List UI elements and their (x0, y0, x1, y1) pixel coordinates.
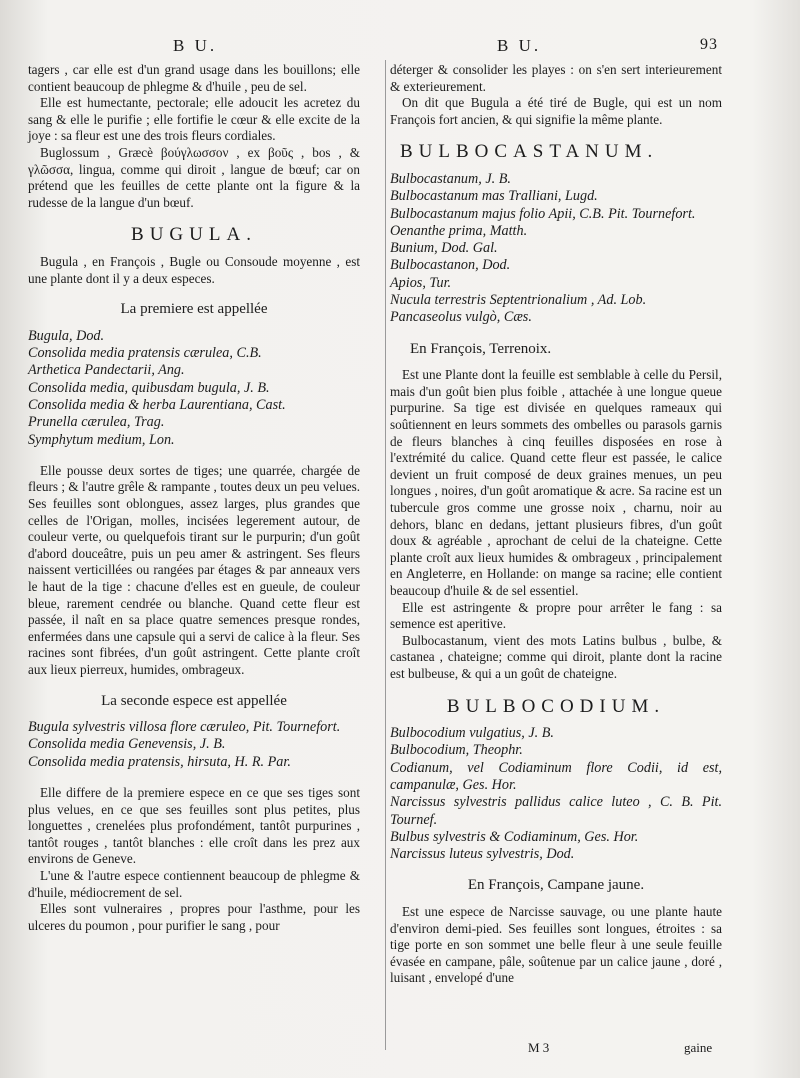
species-title: La seconde espece est appellée (101, 692, 287, 709)
running-head-right: B U. (497, 36, 542, 55)
synonym-line: Bunium, Dod. Gal. (390, 240, 498, 257)
synonym-line: Consolida media & herba Laurentiana, Cast. (28, 396, 286, 413)
synonym-line: Bulbocastanum majus folio Apii, C.B. Pit. Tournefort. (390, 205, 696, 222)
french-name: En François, Campane jaune. (467, 877, 645, 894)
paragraph: Bulbocastanum, vient des mots Latins bulbus , bulbe, & castanea , chateigne; comme qui diroit, plante dont la racine est bulbeuse, & qui a un goût de chateigne. (390, 632, 722, 681)
column-divider (385, 60, 386, 1050)
synonym-line: Arthetica Pandectarii, Ang. (28, 362, 185, 379)
paragraph: Elle differe de la premiere espece en ce que ses tiges sont plus velues, en ce que ses feuilles sont plus petites, plus longuettes , crenelées plus profondément, tantôt purpurines , tantôt rouges , tantôt blanches : elle croît dans les prez aux environs de Geneve. (28, 785, 360, 867)
synonym-line: Codianum, vel Codiaminum flore Codii, id est, campanulæ, Ges. Hor. (390, 759, 722, 793)
synonym-line: Consolida media pratensis cærulea, C.B. (28, 345, 262, 362)
synonym-line: Bulbocodium vulgatius, J. B. (390, 725, 554, 742)
synonym-line: Bulbocodium, Theophr. (390, 742, 523, 759)
synonym-line: Bulbocastanon, Dod. (390, 257, 511, 274)
paragraph: Est une espece de Narcisse sauvage, ou une plante haute d'environ demi-pied. Ses feuilles sont longues, étroites : sa tige porte en son sommet une belle fleur à une seule feuille évasée en campane, pâle, soûtenue par un calice jaune , doré , luisant , envelopé d'une (390, 904, 722, 986)
french-name: En François, Terrenoix. (410, 340, 552, 357)
synonym-line: Apios, Tur. (390, 274, 452, 291)
synonym-line: Bulbus sylvestris & Codiaminum, Ges. Hor. (390, 828, 639, 845)
paragraph: L'une & l'autre espece contiennent beaucoup de phlegme & d'huile, médiocrement de sel. (28, 867, 360, 900)
entry-definition: Bugula , en François , Bugle ou Consoude moyenne , est une plante dont il y a deux especes. (28, 253, 360, 286)
paragraph: tagers , car elle est d'un grand usage dans les bouillons; elle contient beaucoup de phlegme & d'huile , peu de sel. (28, 62, 360, 94)
page-number: 93 (700, 36, 718, 53)
synonym-line: Bugula sylvestris villosa flore cæruleo, Pit. Tournefort. (28, 719, 341, 736)
entry-heading-bulbocastanum: BULBOCASTANUM. (400, 141, 659, 163)
paragraph: Elles sont vulneraires , propres pour l'asthme, pour les ulceres du poumon , pour purifier le sang , pour (28, 901, 360, 933)
running-head-left: B U. (173, 36, 218, 55)
synonym-line: Symphytum medium, Lon. (28, 431, 175, 448)
paragraph: On dit que Bugula a été tiré de Bugle, qui est un nom François fort ancien, & qui signifie la même plante. (390, 95, 722, 127)
paragraph: Buglossum , Græcè βούγλωσσον , ex βοῦς , bos , & γλῶσσα, lingua, comme qui diroit , langue de bœuf; car on prétend que les feuilles de cette plante ont la figure & la rudesse de la langue d'un bœuf. (28, 144, 360, 210)
paragraph: Elle est humectante, pectorale; elle adoucit les acretez du sang & elle le purifie ; elle fortifie le cœur & elle excite de la joye : sa fleur est une des trois fleurs cordiales. (28, 95, 360, 144)
signature-mark: M 3 (528, 1040, 550, 1055)
paragraph: Elle pousse deux sortes de tiges; une quarrée, chargée de fleurs ; & l'autre grêle & rampante , toutes deux un peu velues. Ses feuilles sont oblongues, assez larges, plus grandes que celles de l'Origan, molles, incisées legerement autour, de couleur verte, ou quelquefois tirant sur le purpurin; d'un goût d'abord douceâtre, puis un peu amer & astringent. Ses fleurs naissent verticillées ou rangées par étages & par anneaux vers le haut de la tige : chacune d'elles est en gueule, de couleur bleue, rarement cendrée ou blanche. Quand cette fleur est passée, il naît en sa place quatre semences presque rondes, enfermées dans une capsule qui a servi de calice à la fleur. Ses racines sont fibrées, d'un goût astringent. Cette plante croît aux lieux pierreux, humides, ombrageux. (28, 462, 360, 677)
entry-heading-bulbocodium: BULBOCODIUM. (446, 695, 666, 717)
entry-heading-bugula: BUGULA. (131, 224, 257, 246)
paragraph: Est une Plante dont la feuille est semblable à celle du Persil, mais d'un goût bien plus foible , attachée à une longue queue purpurine. Sa tige est divisée en quelques rameaux qui soûtiennent en leurs sommets des ombelles ou parasols garnis de fleurs blanches à cinq feuilles disposées en rose à l'extrémité du calice. Quand cette fleur est passée, le calice devient un fruit composé de deux graines menues, un peu longues , noires, d'un goût aromatique & acre. Sa racine est un tubercule gros comme une grosse noix , charnu, noir au dehors, blanc en dedans, jettant plusieurs fibres, d'un goût doux & agréable , aprochant de celui de la chateigne. Cette plante croît aux lieux humides & ombrageux , principalement en Angleterre, en Hollande: on mange sa racine; elle contient beaucoup d'huile & de sel essentiel. (390, 367, 722, 598)
synonym-line: Consolida media pratensis, hirsuta, H. R. Par. (28, 753, 291, 770)
synonym-line: Pancaseolus vulgò, Cæs. (390, 309, 532, 326)
paragraph: déterger & consolider les playes : on s'en sert interieurement & exterieurement. (390, 62, 722, 94)
synonym-line: Narcissus sylvestris pallidus calice luteo , C. B. Pit. Tournef. (390, 794, 722, 828)
left-column (28, 62, 360, 934)
synonym-line: Nucula terrestris Septentrionalium , Ad. Lob. (390, 292, 647, 309)
synonym-line: Bugula, Dod. (28, 327, 105, 344)
synonym-line: Consolida media Genevensis, J. B. (28, 736, 226, 753)
synonym-line: Consolida media, quibusdam bugula, J. B. (28, 379, 270, 396)
synonym-line: Oenanthe prima, Matth. (390, 222, 528, 239)
synonym-line: Bulbocastanum, J. B. (390, 170, 511, 187)
catchword: gaine (684, 1040, 713, 1055)
species-title: La premiere est appellée (120, 301, 268, 318)
paragraph: Elle est astringente & propre pour arrêter le fang : sa semence est aperitive. (390, 599, 722, 632)
right-column (390, 62, 722, 987)
synonym-line: Bulbocastanum mas Tralliani, Lugd. (390, 188, 598, 205)
synonym-line: Prunella cærulea, Trag. (28, 414, 165, 431)
synonym-line: Narcissus luteus sylvestris, Dod. (390, 846, 575, 863)
